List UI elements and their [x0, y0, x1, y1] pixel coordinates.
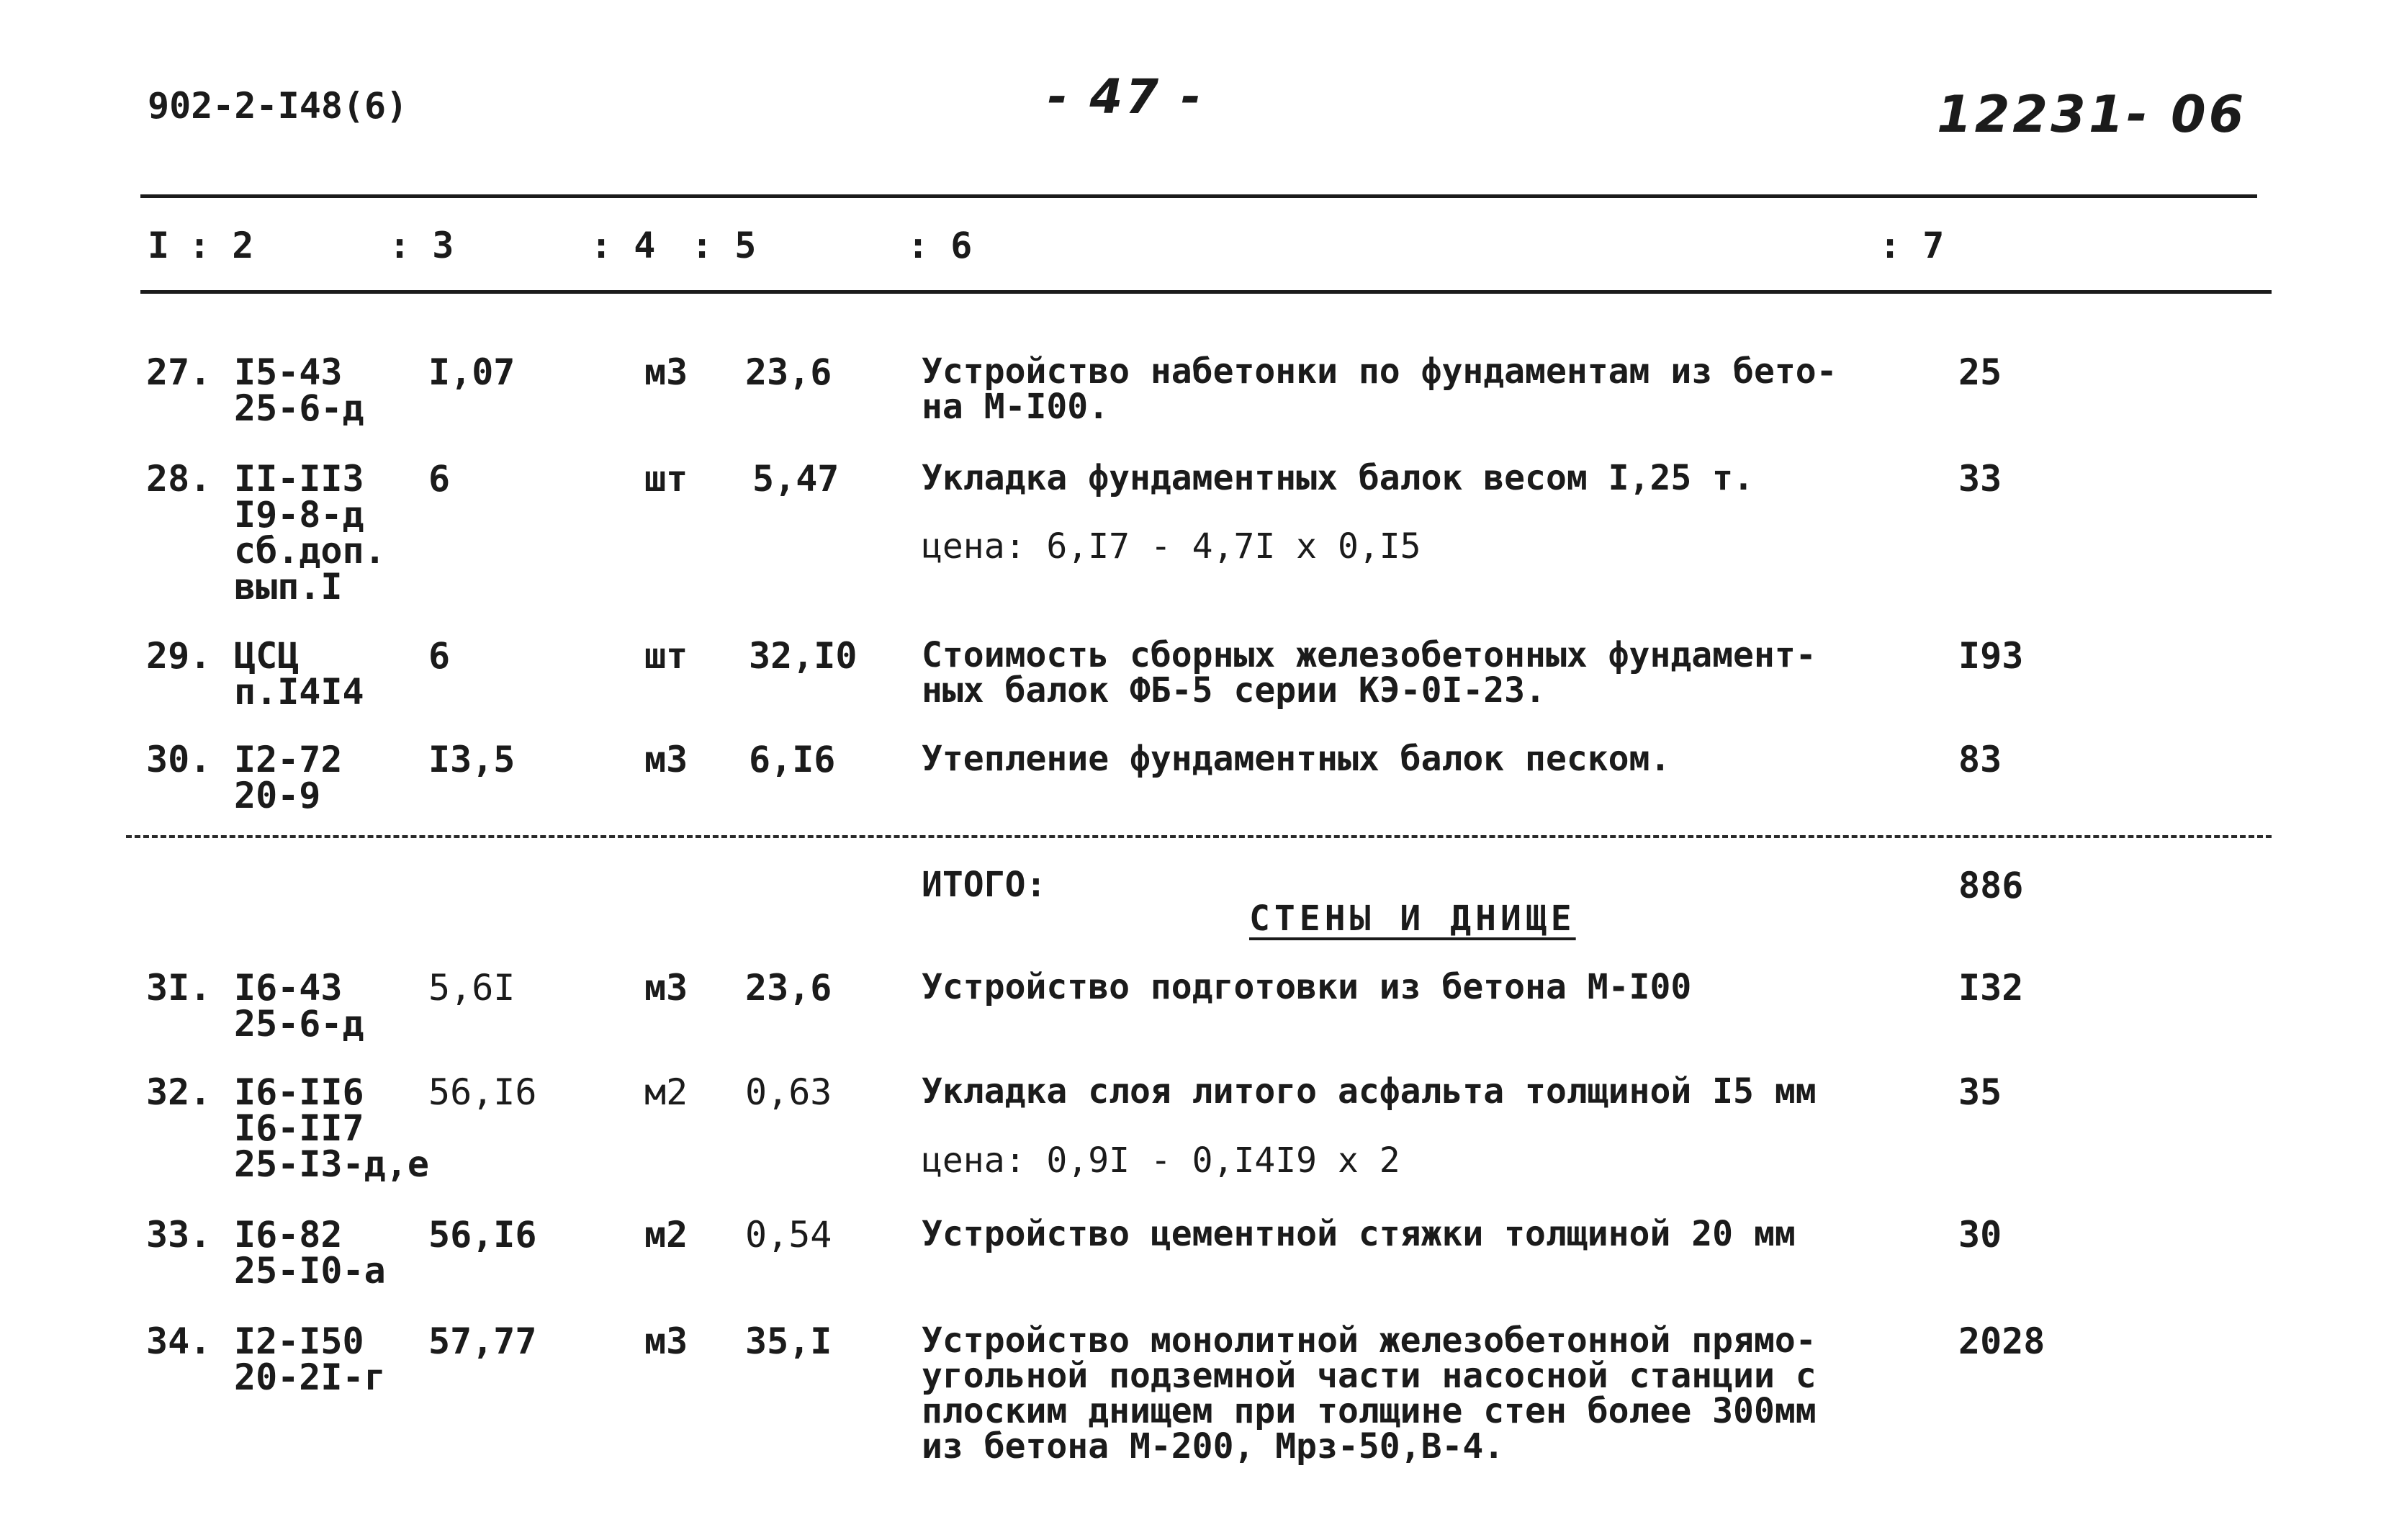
quantity: I,07 [428, 351, 516, 393]
total-cost: 25 [1958, 351, 2002, 393]
total-cost: 2028 [1958, 1320, 2045, 1362]
quantity: 56,I6 [428, 1071, 537, 1113]
price-calculation: цена: 6,I7 - 4,7I x 0,I5 [922, 526, 1421, 567]
total-cost: I32 [1958, 967, 2024, 1009]
row-number: 30. [146, 739, 212, 780]
header-rule [140, 290, 2272, 294]
column-header: : 3 [389, 225, 454, 266]
quantity: 56,I6 [428, 1214, 537, 1256]
archive-number: 12231- 06 [1937, 85, 2247, 144]
unit-price: 5,47 [752, 458, 840, 500]
total-cost: 30 [1958, 1214, 2002, 1256]
section-title: СТЕНЫ И ДНИЩЕ [1249, 899, 1576, 939]
price-calculation: цена: 0,9I - 0,I4I9 x 2 [922, 1140, 1400, 1181]
unit: м3 [644, 351, 688, 393]
work-description: Устройство подготовки из бетона М-I00 [922, 967, 1692, 1007]
total-cost: 33 [1958, 458, 2002, 500]
column-header: I [148, 225, 170, 266]
norm-code: II-II3 I9-8-д сб.доп. вып.I [234, 458, 386, 608]
norm-code: I6-82 25-I0-а [234, 1214, 386, 1292]
column-header: : 5 [691, 225, 757, 266]
work-description: Стоимость сборных железобетонных фундамент- ных балок ФБ-5 серии КЭ-0I-23. [922, 635, 1817, 711]
section-divider [126, 835, 2272, 838]
row-number: 3I. [146, 967, 212, 1009]
total-cost: 83 [1958, 739, 2002, 780]
quantity: 5,6I [428, 967, 516, 1009]
unit-price: 32,I0 [749, 635, 858, 677]
total-cost: I93 [1958, 635, 2024, 677]
row-number: 34. [146, 1320, 212, 1362]
unit: м3 [644, 739, 688, 780]
unit-price: 0,63 [745, 1071, 832, 1113]
norm-code: ЦСЦ п.I4I4 [234, 635, 364, 713]
row-number: 32. [146, 1071, 212, 1113]
quantity: I3,5 [428, 739, 516, 780]
norm-code: I2-72 20-9 [234, 739, 343, 816]
quantity: 6 [428, 635, 451, 677]
unit-price: 23,6 [745, 351, 832, 393]
work-description: Устройство монолитной железобетонной прямо- угольной подземной части насосной станции с плоским днищем при толщине стен более 300мм из бетона М-200, Мрз-50,В-4. [922, 1320, 1817, 1467]
unit: м3 [644, 1320, 688, 1362]
unit: м3 [644, 967, 688, 1009]
unit-price: 23,6 [745, 967, 832, 1009]
row-number: 33. [146, 1214, 212, 1256]
unit-price: 6,I6 [749, 739, 836, 780]
row-number: 28. [146, 458, 212, 500]
quantity: 57,77 [428, 1320, 537, 1362]
column-header: : 7 [1879, 225, 1945, 266]
work-description: Укладка фундаментных балок весом I,25 т. [922, 458, 1754, 498]
top-rule [140, 194, 2257, 198]
document-code: 902-2-I48(6) [148, 85, 408, 127]
norm-code: I2-I50 20-2I-г [234, 1320, 386, 1398]
column-header: : 6 [907, 225, 973, 266]
column-header: : 4 [590, 225, 656, 266]
unit-price: 35,I [745, 1320, 832, 1362]
unit: м2 [644, 1214, 688, 1256]
work-description: Устройство цементной стяжки толщиной 20 мм [922, 1214, 1796, 1254]
unit: м2 [644, 1071, 688, 1113]
page-number: - 47 - [1048, 69, 1204, 125]
norm-code: I5-43 25-6-д [234, 351, 364, 429]
subtotal-value: 886 [1958, 865, 2024, 906]
norm-code: I6-43 25-6-д [234, 967, 364, 1045]
column-header: : 2 [189, 225, 254, 266]
unit: шт [644, 635, 688, 677]
work-description: Устройство набетонки по фундаментам из бето- на М-I00. [922, 351, 1837, 427]
row-number: 29. [146, 635, 212, 677]
work-description: Укладка слоя литого асфальта толщиной I5 мм [922, 1071, 1817, 1112]
norm-code: I6-II6 I6-II7 25-I3-д,е [234, 1071, 429, 1185]
subtotal-label: ИТОГО: [922, 865, 1047, 905]
quantity: 6 [428, 458, 451, 500]
work-description: Утепление фундаментных балок песком. [922, 739, 1671, 779]
unit-price: 0,54 [745, 1214, 832, 1256]
unit: шт [644, 458, 688, 500]
total-cost: 35 [1958, 1071, 2002, 1113]
row-number: 27. [146, 351, 212, 393]
